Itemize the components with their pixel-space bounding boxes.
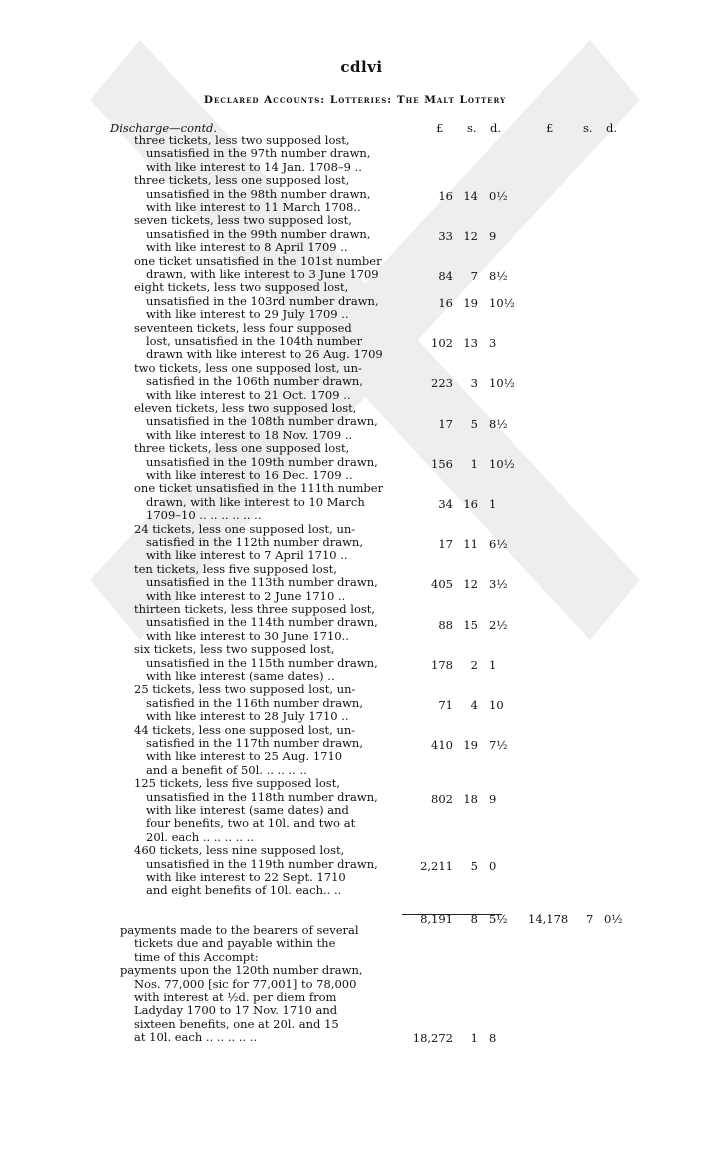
- entry-shillings: 14: [463, 188, 478, 203]
- entry-line: unsatisfied in the 97th number drawn,: [146, 147, 371, 161]
- entry-shillings: 18: [463, 791, 478, 806]
- entry-pounds: 71: [438, 698, 453, 712]
- entry-line: four benefits, two at 10l. and two at: [146, 817, 356, 831]
- entry-amount: [400, 792, 510, 806]
- entry-line: seventeen tickets, less four supposed: [134, 321, 352, 335]
- entry-pounds: 8,191: [420, 912, 453, 927]
- entry-pounds: 88: [438, 617, 453, 632]
- entry-shillings: 1: [470, 456, 478, 471]
- entry-line: with like interest (same dates) and: [146, 804, 349, 817]
- entry-shillings: 13: [463, 336, 478, 351]
- entry-shillings: 2: [470, 657, 478, 672]
- col-pounds: £: [436, 121, 444, 135]
- entry-amount: [400, 738, 510, 752]
- entry-line: satisfied in the 112th number drawn,: [146, 536, 363, 549]
- entry-amount: [400, 859, 510, 873]
- discharge-entry: [134, 214, 396, 254]
- entry-line: with like interest to 14 Jan. 1708–9 ..: [146, 160, 362, 174]
- entry-line: drawn, with like interest to 3 June 1709: [146, 268, 379, 281]
- entry-shillings: 3: [470, 376, 478, 391]
- entry-line: with like interest to 29 July 1709 ..: [146, 308, 349, 322]
- entry-pence: 10½: [489, 296, 515, 310]
- discharge-entry: [134, 322, 396, 362]
- section-label: Discharge—contd.: [110, 121, 218, 135]
- entry-shillings: 19: [463, 296, 478, 310]
- payment-shillings: 1: [470, 1031, 478, 1046]
- entry-line: 1709–10 .. .. .. .. .. ..: [146, 509, 262, 523]
- entry-pounds: 33: [438, 229, 453, 243]
- entry-pence: 7½: [489, 738, 508, 753]
- entry-pence: 0: [489, 858, 497, 873]
- col-shillings: s.: [467, 121, 477, 135]
- entry-shillings: 5: [470, 416, 478, 431]
- payment-entry-line: at 10l. each .. .. .. .. ..: [134, 1030, 258, 1045]
- entry-pence: 8½: [489, 416, 508, 431]
- entry-line: one ticket unsatisfied in the 111th number: [134, 482, 384, 496]
- entry-pence: 5½: [489, 912, 508, 927]
- running-head: Declared Accounts: Lotteries: The Malt Lottery: [203, 94, 507, 106]
- entry-amount: [400, 417, 510, 431]
- entry-amount: [400, 296, 515, 310]
- entry-shillings: 4: [470, 698, 478, 712]
- entry-line: with like interest to 21 Oct. 1709 ..: [146, 388, 351, 402]
- entry-line: three tickets, less one supposed lost,: [134, 174, 350, 188]
- entry-pounds: 2,211: [420, 858, 453, 873]
- entry-line: three tickets, less one supposed lost,: [134, 442, 350, 456]
- entry-line: 125 tickets, less five supposed lost,: [134, 777, 340, 791]
- entry-line: three tickets, less two supposed lost,: [134, 134, 350, 147]
- discharge-entry: [134, 482, 396, 522]
- entry-line: unsatisfied in the 118th number drawn,: [146, 790, 378, 804]
- entry-line: satisfied in the 116th number drawn,: [146, 696, 363, 710]
- entry-line: satisfied in the 117th number drawn,: [146, 737, 363, 750]
- subtotal-shillings: 7: [586, 912, 594, 926]
- entry-shillings: 16: [463, 497, 478, 511]
- entry-line: unsatisfied in the 103rd number drawn,: [146, 294, 379, 308]
- entry-line: one ticket unsatisfied in the 101st number: [134, 254, 382, 268]
- discharge-entry: [134, 281, 396, 321]
- entry-line: thirteen tickets, less three supposed lost,: [134, 603, 376, 616]
- entry-line: unsatisfied in the 98th number drawn,: [146, 187, 371, 201]
- entry-pounds: 16: [438, 188, 453, 203]
- entry-shillings: 8: [470, 912, 478, 927]
- entry-line: 460 tickets, less nine supposed lost,: [134, 844, 345, 858]
- payment-entry-line: payments upon the 120th number drawn,: [120, 963, 363, 978]
- entry-shillings: 11: [463, 537, 478, 552]
- entry-pence: 9: [489, 791, 497, 806]
- entry-line: ten tickets, less five supposed lost,: [134, 562, 337, 576]
- entry-line: unsatisfied in the 115th number drawn,: [146, 656, 378, 670]
- entry-line: drawn, with like interest to 10 March: [146, 495, 365, 509]
- entry-line: with like interest to 8 April 1709 ..: [146, 241, 348, 255]
- entry-line: unsatisfied in the 108th number drawn,: [146, 415, 378, 429]
- folio: cdlvi: [340, 58, 383, 76]
- entry-line: 24 tickets, less one supposed lost, un-: [134, 522, 356, 536]
- entry-line: two tickets, less one supposed lost, un-: [134, 361, 362, 375]
- entry-pence: 10½: [489, 376, 515, 391]
- entry-line: with like interest to 11 March 1708..: [146, 201, 361, 214]
- entry-pounds: 16: [438, 296, 453, 310]
- entry-line: with like interest to 2 June 1710 ..: [146, 589, 346, 603]
- entry-line: and a benefit of 50l. .. .. .. ..: [146, 763, 307, 777]
- entry-amount: [400, 577, 510, 591]
- entry-line: with like interest to 30 June 1710..: [146, 629, 349, 643]
- entry-shillings: 12: [463, 577, 478, 592]
- entry-pounds: 405: [431, 577, 453, 592]
- payments-heading-line: time of this Accompt:: [134, 949, 259, 964]
- subtotal-pounds: 14,178: [528, 912, 569, 926]
- entry-pounds: 17: [438, 416, 453, 431]
- col-shillings-2: s.: [583, 121, 593, 135]
- entry-pounds: 802: [431, 791, 453, 806]
- entry-line: with like interest to 28 July 1710 ..: [146, 710, 349, 724]
- entry-line: 44 tickets, less one supposed lost, un-: [134, 723, 356, 737]
- entry-amount: [400, 658, 510, 672]
- entry-line: with like interest to 22 Sept. 1710: [146, 871, 346, 884]
- entry-pounds: 156: [431, 456, 453, 471]
- subtotal-pence: 0½: [604, 912, 623, 926]
- entry-pounds: 178: [431, 657, 453, 672]
- entry-line: six tickets, less two supposed lost,: [134, 643, 335, 657]
- entry-line: lost, unsatisfied in the 104th number: [146, 335, 362, 348]
- entry-pounds: 17: [438, 537, 453, 552]
- entry-line: unsatisfied in the 119th number drawn,: [146, 857, 378, 871]
- entry-amount: [400, 336, 510, 350]
- entry-line: drawn with like interest to 26 Aug. 1709: [146, 348, 383, 362]
- entry-pence: 1: [489, 497, 497, 511]
- discharge-entry: [134, 683, 396, 723]
- entry-pence: 3½: [489, 577, 508, 592]
- payment-entry-line: sixteen benefits, one at 20l. and 15: [134, 1016, 339, 1031]
- entry-amount: [400, 189, 510, 203]
- subtotal: [500, 912, 630, 926]
- payment-amount: [400, 1031, 510, 1045]
- entry-pence: 10: [489, 698, 504, 712]
- payments-heading-line: payments made to the bearers of several: [120, 923, 359, 937]
- entry-line: eight tickets, less two supposed lost,: [134, 281, 349, 295]
- entry-shillings: 12: [463, 229, 478, 243]
- entry-amount: [400, 229, 510, 243]
- discharge-entry: [134, 523, 396, 563]
- entry-pence: 3: [489, 336, 497, 351]
- entry-line: eleven tickets, less two supposed lost,: [134, 402, 357, 415]
- entry-pounds: 410: [431, 738, 453, 753]
- payment-entry-line: Nos. 77,000 [sic for 77,001] to 78,000: [134, 976, 357, 991]
- payment-entry: [120, 964, 396, 1044]
- entry-pence: 2½: [489, 617, 508, 632]
- payment-pounds: 18,272: [412, 1031, 453, 1046]
- discharge-entry: [134, 362, 396, 402]
- entry-line: unsatisfied in the 99th number drawn,: [146, 227, 371, 241]
- discharge-entry: [134, 134, 396, 174]
- entry-pence: 10½: [489, 456, 515, 471]
- col-pence-2: d.: [606, 121, 618, 135]
- entry-pounds: 223: [431, 376, 453, 391]
- payment-pence: 8: [489, 1031, 497, 1046]
- entry-shillings: 19: [463, 738, 478, 753]
- entry-pence: 8½: [489, 269, 508, 284]
- payments-heading: [120, 924, 396, 964]
- entry-amount: [400, 376, 515, 391]
- payments-heading-line: tickets due and payable within the: [134, 936, 336, 951]
- entry-amount: [400, 269, 510, 283]
- entry-line: with like interest to 18 Nov. 1709 ..: [146, 428, 353, 442]
- entry-shillings: 5: [470, 858, 478, 873]
- entry-line: unsatisfied in the 114th number drawn,: [146, 616, 378, 630]
- entry-amount: [400, 698, 510, 712]
- entry-line: 20l. each .. .. .. .. ..: [146, 830, 254, 844]
- entry-amount: [400, 537, 510, 551]
- entry-pence: 9: [489, 229, 497, 243]
- discharge-entry: [134, 442, 396, 482]
- entry-line: with like interest to 7 April 1710 ..: [146, 549, 348, 563]
- entry-line: seven tickets, less two supposed lost,: [134, 214, 352, 228]
- entry-pounds: 34: [438, 497, 453, 511]
- entry-amount: [400, 497, 510, 511]
- entry-shillings: 15: [463, 617, 478, 632]
- entry-pence: 1: [489, 657, 497, 672]
- payment-entry-line: with interest at ½d. per diem from: [134, 990, 337, 1004]
- discharge-entry: [134, 643, 396, 683]
- entry-line: 25 tickets, less two supposed lost, un-: [134, 683, 356, 697]
- entry-pounds: 84: [438, 269, 453, 284]
- entry-pounds: 102: [431, 336, 453, 351]
- col-pounds-2: £: [546, 121, 554, 135]
- entry-amount: [400, 912, 510, 926]
- entry-shillings: 7: [470, 269, 478, 284]
- discharge-entry: [134, 603, 396, 643]
- discharge-entry: [134, 402, 396, 442]
- entry-pence: 6½: [489, 537, 508, 552]
- entry-line: unsatisfied in the 113th number drawn,: [146, 576, 378, 590]
- discharge-entry: [134, 255, 396, 282]
- entry-line: and eight benefits of 10l. each.. ..: [146, 884, 342, 898]
- entry-pence: 0½: [489, 188, 508, 203]
- discharge-entry: [134, 174, 396, 214]
- payment-entry-line: Ladyday 1700 to 17 Nov. 1710 and: [134, 1003, 338, 1018]
- entry-line: with like interest to 25 Aug. 1710: [146, 750, 343, 764]
- discharge-entry: [134, 724, 396, 778]
- entry-amount: [400, 618, 510, 632]
- discharge-entry: [134, 563, 396, 603]
- entry-line: unsatisfied in the 109th number drawn,: [146, 455, 378, 469]
- discharge-entry: [134, 777, 396, 844]
- discharge-entry: [134, 844, 396, 898]
- entry-line: satisfied in the 106th number drawn,: [146, 375, 363, 389]
- entry-line: with like interest (same dates) ..: [146, 670, 335, 683]
- col-pence: d.: [490, 121, 502, 135]
- entry-amount: [400, 456, 515, 471]
- entry-line: with like interest to 16 Dec. 1709 ..: [146, 469, 353, 482]
